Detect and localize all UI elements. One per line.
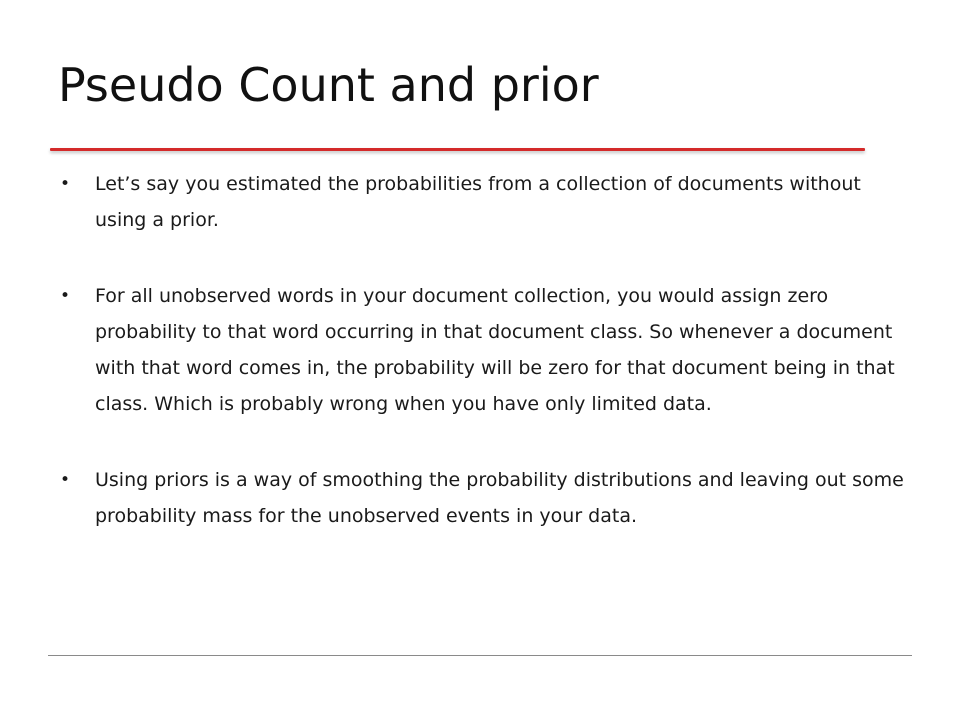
bullet-list bbox=[60, 166, 910, 534]
bullet-text: For all unobserved words in your document collection, you would assign zero probability to that word occurring in that document class. So whenever a document with that word comes in, the probability will be zero for that document being in that class. Which is probably wrong when you have only limited data. bbox=[95, 285, 895, 415]
bullet-item bbox=[60, 278, 910, 422]
bullet-dot-icon: • bbox=[60, 470, 71, 490]
bullet-item bbox=[60, 166, 910, 238]
bullet-text: Let’s say you estimated the probabilities from a collection of documents without using a prior. bbox=[95, 173, 861, 231]
bullet-item bbox=[60, 462, 910, 534]
slide-title: Pseudo Count and prior bbox=[58, 58, 599, 112]
bullet-text: Using priors is a way of smoothing the probability distributions and leaving out some probability mass for the unobserved events in your data. bbox=[95, 469, 904, 527]
bullet-dot-icon: • bbox=[60, 286, 71, 306]
footer-divider bbox=[48, 655, 912, 656]
bullet-dot-icon: • bbox=[60, 174, 71, 194]
title-underline bbox=[50, 148, 865, 151]
